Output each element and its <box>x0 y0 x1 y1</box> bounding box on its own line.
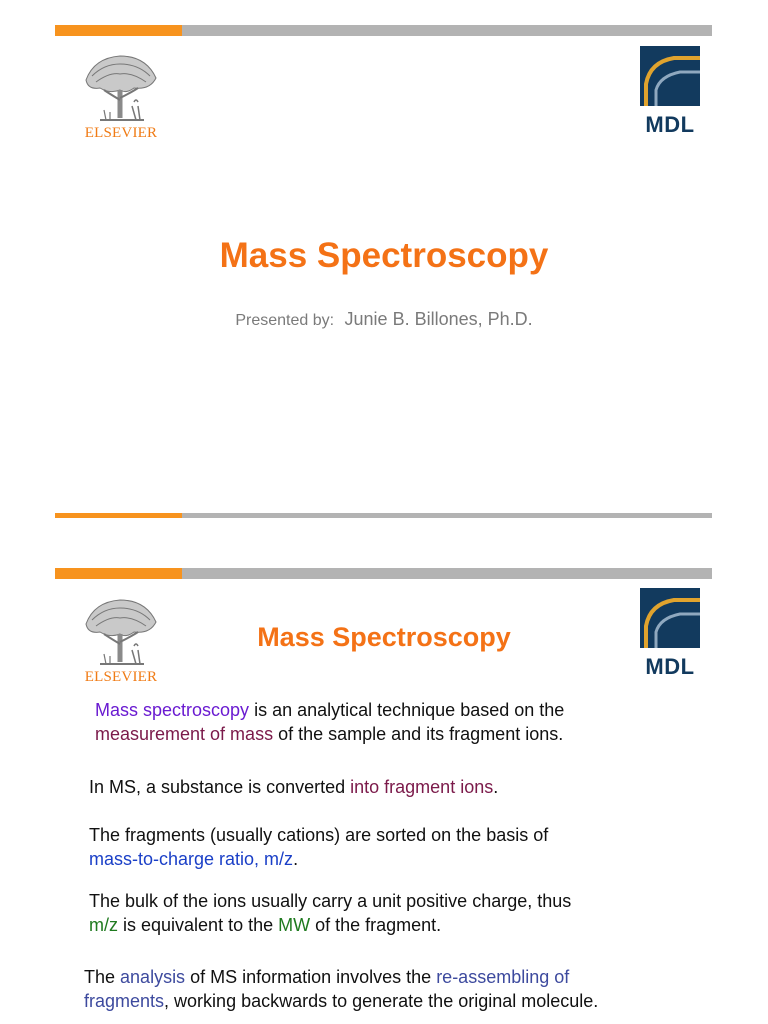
term-re-assembling: re-assembling of <box>436 967 570 987</box>
term-mw: MW <box>278 915 311 935</box>
presenter-line <box>0 309 768 330</box>
mdl-wordmark: MDL <box>645 654 695 679</box>
paragraph-text: of MS information involves the <box>185 967 437 987</box>
term-mass-to-charge: mass-to-charge ratio, m/z <box>89 849 294 869</box>
term-fragments: fragments <box>84 991 165 1011</box>
term-analysis: analysis <box>120 967 186 987</box>
elsevier-wordmark: ELSEVIER <box>84 125 158 141</box>
paragraph-text: The fragments (usually cations) are sorted on the basis of <box>89 825 549 845</box>
term-measurement-of-mass: measurement of mass <box>95 724 274 744</box>
elsevier-logo <box>80 50 162 142</box>
elsevier-tree-icon <box>80 50 162 124</box>
paragraph-text: of the sample and its fragment ions. <box>273 724 564 744</box>
term-into-fragment-ions: into fragment ions <box>350 777 494 797</box>
mdl-emblem-icon <box>640 46 700 106</box>
slide-title: Mass Spectroscopy <box>219 236 549 275</box>
paragraph-unit-charge <box>89 889 571 937</box>
content-slide <box>0 540 768 1024</box>
paragraph-text: . <box>493 777 499 797</box>
presenter-label: Presented by: <box>235 312 335 329</box>
term-mz: m/z <box>89 915 118 935</box>
mdl-logo <box>640 46 700 138</box>
top-accent-bar <box>55 25 712 36</box>
elsevier-wordmark: ELSEVIER <box>84 669 158 685</box>
bottom-accent-bar <box>55 513 712 518</box>
term-mass-spectroscopy: Mass spectroscopy <box>95 700 250 720</box>
paragraph-text: of the fragment. <box>310 915 442 935</box>
slide-title: Mass Spectroscopy <box>257 622 511 652</box>
paragraph-text: . <box>293 849 299 869</box>
paragraph-text: is equivalent to the <box>118 915 279 935</box>
paragraph-fragment-ions <box>89 775 498 799</box>
paragraph-mz-sorting <box>89 823 548 871</box>
mdl-wordmark: MDL <box>645 112 695 137</box>
presenter-name: Junie B. Billones, Ph.D. <box>344 309 533 329</box>
paragraph-text: The <box>84 967 121 987</box>
paragraph-definition <box>95 698 564 746</box>
paragraph-analysis <box>84 965 598 1013</box>
paragraph-text: In MS, a substance is converted <box>89 777 351 797</box>
paragraph-text: , working backwards to generate the original molecule. <box>164 991 599 1011</box>
top-accent-bar <box>55 568 712 579</box>
paragraph-text: is an analytical technique based on the <box>249 700 565 720</box>
paragraph-text: The bulk of the ions usually carry a unit positive charge, thus <box>89 891 572 911</box>
